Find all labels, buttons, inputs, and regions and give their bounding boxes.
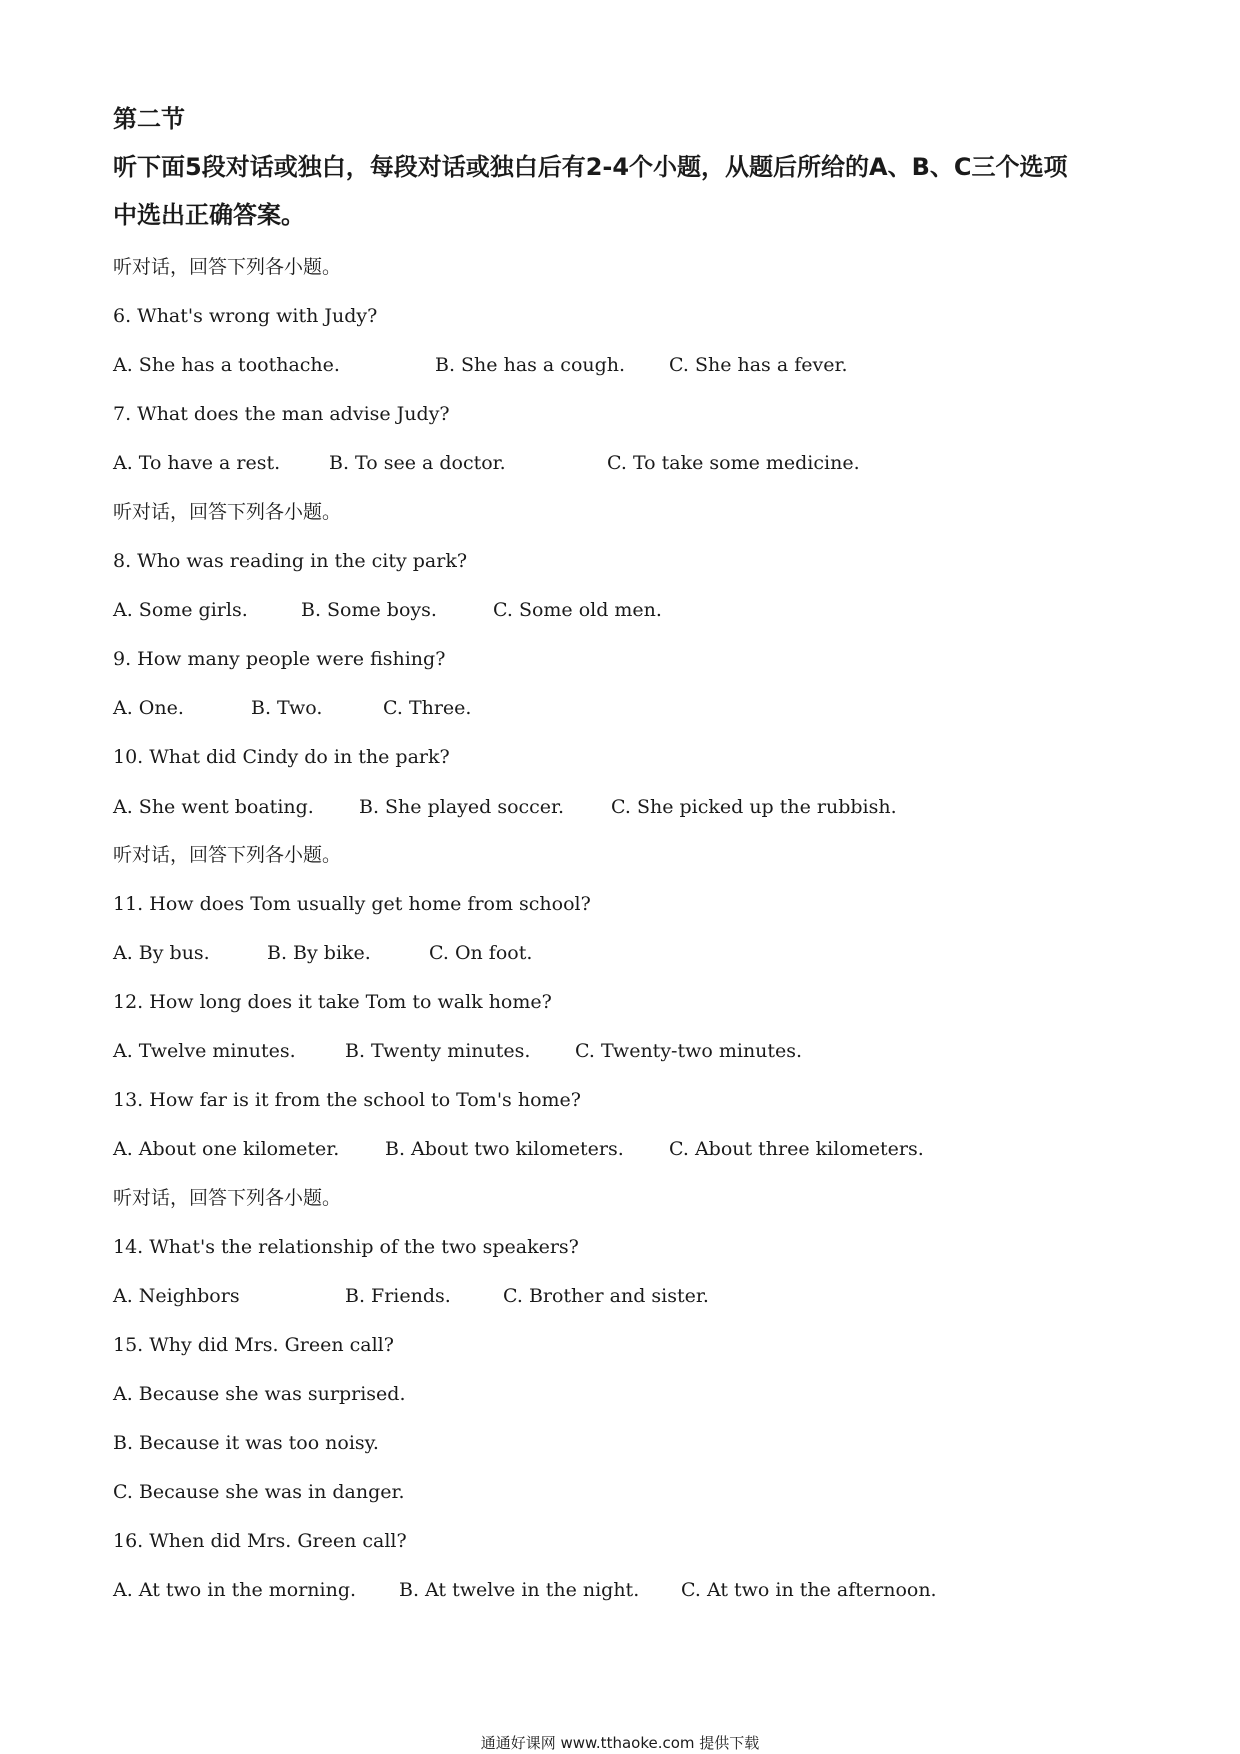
listening-prompt: 听对话，回答下列各小题。	[113, 1187, 342, 1209]
option-15-c: C. Because she was in danger.	[113, 1481, 405, 1503]
question-14: 14. What's the relationship of the two speakers?	[113, 1236, 579, 1258]
option-a: A. One.	[113, 697, 184, 719]
option-b: B. By bike.	[267, 942, 371, 964]
option-c: C. She has a fever.	[669, 354, 848, 376]
question-13: 13. How far is it from the school to Tom's home?	[113, 1089, 581, 1111]
option-c: C. Some old men.	[493, 599, 662, 621]
question-15: 15. Why did Mrs. Green call?	[113, 1334, 394, 1356]
question-11: 11. How does Tom usually get home from school?	[113, 893, 591, 915]
option-c: C. Three.	[383, 697, 472, 719]
listening-prompt: 听对话，回答下列各小题。	[113, 256, 342, 278]
option-a: A. She went boating.	[113, 796, 314, 818]
question-9: 9. How many people were fishing?	[113, 648, 446, 670]
question-10: 10. What did Cindy do in the park?	[113, 746, 450, 768]
question-16: 16. When did Mrs. Green call?	[113, 1530, 407, 1552]
section-title: 第二节	[113, 105, 185, 133]
option-b: B. Friends.	[345, 1285, 451, 1307]
option-a: A. To have a rest.	[113, 452, 281, 474]
question-6: 6. What's wrong with Judy?	[113, 305, 378, 327]
question-12: 12. How long does it take Tom to walk home?	[113, 991, 552, 1013]
option-15-a: A. Because she was surprised.	[113, 1383, 406, 1405]
option-b: B. Twenty minutes.	[345, 1040, 531, 1062]
option-a: A. Neighbors	[113, 1285, 240, 1307]
option-a: A. At two in the morning.	[113, 1579, 357, 1601]
option-a: A. She has a toothache.	[113, 354, 340, 376]
option-b: B. About two kilometers.	[385, 1138, 624, 1160]
option-a: A. About one kilometer.	[113, 1138, 340, 1160]
option-b: B. At twelve in the night.	[399, 1579, 640, 1601]
option-c: C. Brother and sister.	[503, 1285, 709, 1307]
option-c: C. Twenty-two minutes.	[575, 1040, 803, 1062]
option-c: C. About three kilometers.	[669, 1138, 924, 1160]
option-b: B. To see a doctor.	[329, 452, 506, 474]
option-15-b: B. Because it was too noisy.	[113, 1432, 379, 1454]
option-a: A. By bus.	[113, 942, 210, 964]
option-b: B. Two.	[251, 697, 323, 719]
option-a: A. Twelve minutes.	[113, 1040, 296, 1062]
question-8: 8. Who was reading in the city park?	[113, 550, 468, 572]
instruction-line-2: 中选出正确答案。	[113, 201, 305, 229]
option-c: C. She picked up the rubbish.	[611, 796, 897, 818]
question-7: 7. What does the man advise Judy?	[113, 403, 450, 425]
option-b: B. Some boys.	[301, 599, 437, 621]
option-b: B. She has a cough.	[435, 354, 626, 376]
option-c: C. On foot.	[429, 942, 533, 964]
option-b: B. She played soccer.	[359, 796, 565, 818]
footer-source: 通通好课网 www.tthaoke.com 提供下载	[480, 1734, 760, 1752]
listening-prompt: 听对话，回答下列各小题。	[113, 844, 342, 866]
option-c: C. At two in the afternoon.	[681, 1579, 937, 1601]
instruction-line-1: 听下面5段对话或独白，每段对话或独白后有2-4个小题，从题后所给的A、B、C三个选项	[113, 153, 1068, 181]
option-a: A. Some girls.	[113, 599, 248, 621]
listening-prompt: 听对话，回答下列各小题。	[113, 501, 342, 523]
option-c: C. To take some medicine.	[607, 452, 860, 474]
